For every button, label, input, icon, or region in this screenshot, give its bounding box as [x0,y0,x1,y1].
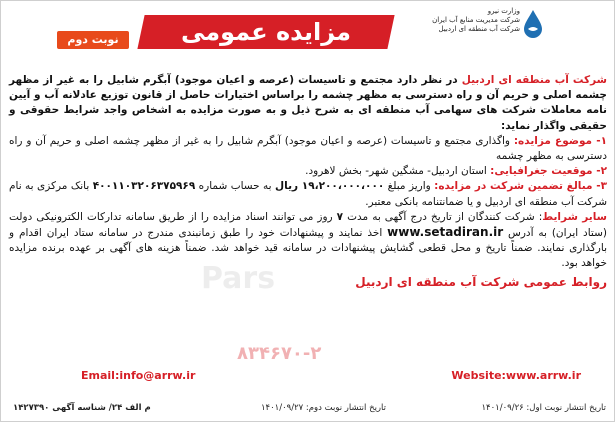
org-regional: شرکت آب منطقه ای اردبیل [438,25,520,33]
item-label: ۱- موضوع مزایده: [513,134,607,147]
notice-footer [1,399,615,419]
notice-title: مزایده عمومی [180,18,352,46]
item-text: روز می توانند اسناد مزایده را از طریق سامانه تدارکات الکترونیکی دولت (ستاد ایران) به آدرس [9,210,607,240]
item-text: بانک مرکزی به نام شرکت آب منطقه ای اردبیل و یا ضمانتنامه بانکی معتبر. [9,180,607,208]
org-company: شرکت مدیریت منابع آب ایران [432,16,520,24]
stamp-number: ۸۳۴۶۷۰-۲ [237,343,322,364]
website-link[interactable]: Website:www.arrw.ir [451,369,581,382]
water-drop-logo-icon [522,9,544,39]
item-text: اخذ نمایند و پیشنهادات خود را طبق زمانبندی مندرج در سامانه ستاد ایران اقدام و بارگذاری نمایند. ضمناً تاریخ و محل قطعی گشایش پیشنهادات در سامانه قید خواهد شد. ضمناً هزینه های آگهی بر عهده برنده مزایده خواهد بود. [9,227,607,270]
ad-identifier: م الف ۲۴/ شناسه آگهی ۱۴۲۷۳۹۰ [13,403,151,413]
public-relations-signature: روابط عمومی شرکت آب منطقه ای اردبیل [355,274,607,289]
item-label: سایر شرایط [542,210,608,223]
first-publish-date: تاریخ انتشار نوبت اول: ۱۴۰۱/۰۹/۲۶ [481,403,606,413]
notice-header [1,1,615,67]
item-label: ۳- مبالغ تضمین شرکت در مزایده: [434,180,607,193]
turn-badge: نوبت دوم [57,31,129,49]
notice-body [9,73,607,292]
email-link[interactable]: Email:info@arrw.ir [81,369,196,382]
org-ministry: وزارت نیرو [487,7,520,15]
days-count: ۷ [336,210,344,223]
item-location [9,164,607,179]
intro-text: در نظر دارد مجتمع و تاسیسات (عرصه و اعیان موجود) آبگرم شابیل را به غیر از مظهر چشمه اصلی و حریم آن و راه دسترسی به مظهر چشمه را براساس اختیارات حاصل از قانون توزیع عادلانه آب و آیین نامه معاملات شرکت های سهامی آب منطقه ای به شرح ذیل و به صورت مزایده به اشخاص واجد شرایط حقوقی و حقیقی واگذار نماید: [9,74,607,132]
item-subject [9,134,607,164]
item-text: واریز مبلغ [384,180,435,193]
setad-link[interactable]: www.setadiran.ir [387,225,504,240]
item-other-conditions [9,210,607,272]
item-text: واگذاری مجتمع و تاسیسات (عرصه و اعیان موجود) آبگرم شابیل را به غیر از مظهر چشمه اصلی و حریم آن و راه دسترسی به مظهر چشمه [9,134,607,163]
intro-company: شرکت آب منطقه ای اردبیل [461,74,608,86]
guarantee-amount: ۱۹،۲۰۰،۰۰۰،۰۰۰ ریال [275,180,385,193]
second-publish-date: تاریخ انتشار نوبت دوم: ۱۴۰۱/۰۹/۲۷ [260,403,386,413]
item-guarantee [9,179,607,209]
item-label: ۲- موقعیت جغرافیایی: [490,165,607,178]
item-text: استان اردبیل- مشگین شهر- بخش لاهرود. [305,165,491,178]
watermark: Pars [201,261,276,296]
contact-row [41,369,601,385]
item-text: به حساب شماره [195,180,276,193]
item-text: : شرکت کنندگان از تاریخ درج آگهی به مدت [343,210,543,223]
organization-block [380,7,520,34]
intro-paragraph [9,73,607,134]
account-number: ۴۰۰۱۱۰۳۲۰۶۳۷۵۹۶۹ [92,180,196,193]
